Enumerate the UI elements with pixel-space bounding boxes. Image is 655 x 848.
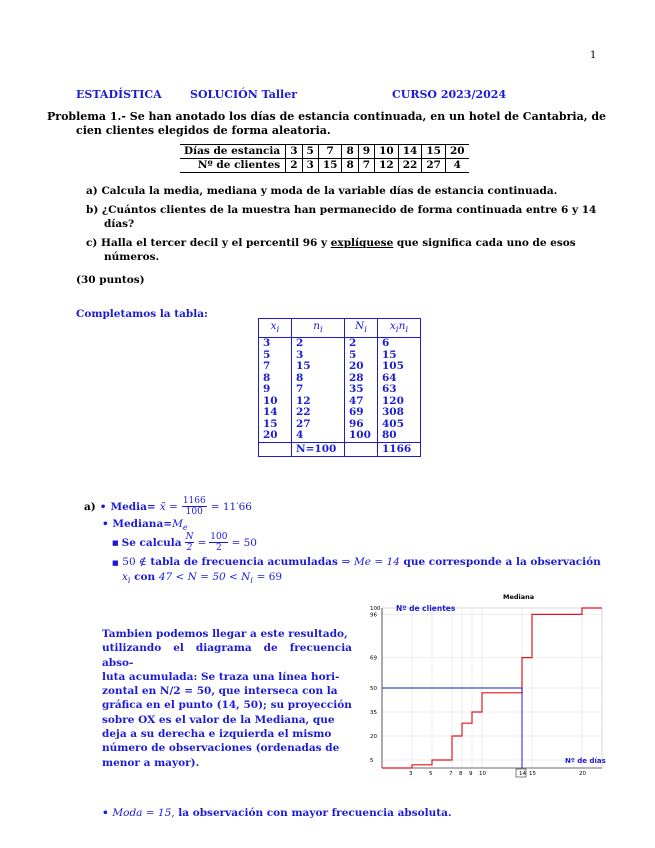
moda-line — [102, 807, 452, 819]
problem-label: Problema 1.- — [47, 110, 126, 123]
problem-line1: Se han anotado los días de estancia continuada, en un hotel de Cantabria, de — [129, 110, 607, 123]
table-cell: 120 — [378, 396, 421, 408]
paragraph-line: sobre OX es el valor de la Mediana, que — [102, 713, 335, 726]
table-row — [259, 384, 421, 396]
question-label: b) — [86, 204, 99, 216]
media-line — [84, 496, 252, 517]
table-cell: 4 — [292, 430, 345, 442]
table-cell: 10 — [263, 394, 278, 407]
answer-a-label: a) — [84, 500, 96, 513]
question-label: c) — [86, 237, 98, 249]
result-50: = 50 — [231, 536, 257, 549]
media-result: = 11′66 — [210, 500, 252, 513]
se-calcula-label: Se calcula — [121, 536, 182, 549]
moda-text: la observación con mayor frecuencia absoluta. — [178, 807, 452, 819]
table-cell: 3 — [286, 145, 302, 159]
100-over-2 — [209, 532, 228, 553]
table-cell: 22 — [292, 407, 345, 419]
mediana-symbol: M — [172, 518, 183, 530]
table-cell: 27 — [422, 159, 446, 173]
y-tick-label: 20 — [370, 734, 377, 740]
table-cell: 105 — [378, 361, 421, 373]
bullet: ■ — [112, 558, 119, 567]
xi-line — [122, 571, 282, 585]
fifty-line — [112, 556, 601, 568]
table-cell: 80 — [378, 430, 421, 442]
table-cell: 405 — [378, 419, 421, 431]
fraction-den: 100 — [185, 507, 203, 517]
bullet: • — [102, 807, 109, 819]
col-header-sub: i — [364, 325, 367, 336]
table-cell: 14 — [263, 406, 278, 419]
mediana-subscript: e — [182, 523, 188, 533]
table-row — [259, 338, 421, 350]
table-cell: 14 — [398, 145, 422, 159]
paragraph-line: utilizando el diagrama de frecuencia abso- — [102, 642, 352, 669]
table-cell: 9 — [263, 383, 271, 396]
fraction-num: N — [185, 532, 194, 542]
table-cell: 20 — [445, 145, 468, 159]
col-header-xini — [378, 319, 421, 338]
question-text: Halla el tercer decil y el percentil 96 y — [101, 237, 331, 249]
x-tick-label: 7 — [449, 771, 453, 777]
problem-statement — [47, 110, 606, 124]
x-axis-label: Nº de días — [565, 757, 606, 765]
question-c-cont: números. — [104, 251, 160, 263]
xi-subscript: i — [127, 576, 131, 586]
question-text: Calcula la media, mediana y moda de la variable días de estancia continuada. — [101, 185, 558, 197]
table-cell: 12 — [292, 396, 345, 408]
x-tick-label: 3 — [409, 771, 413, 777]
col-header: N — [355, 320, 365, 332]
table-cell: 3 — [263, 337, 271, 350]
chart-title: Mediana — [503, 593, 535, 601]
table-cell: 15 — [318, 159, 342, 173]
solution-table — [258, 318, 421, 457]
table-cell: 8 — [292, 373, 345, 385]
table-cell: 96 — [345, 419, 378, 431]
table-row — [259, 407, 421, 419]
total-empty — [259, 442, 292, 456]
equals: = — [197, 536, 207, 549]
problem-line2: cien clientes elegidos de forma aleatoria. — [76, 124, 331, 137]
table-cell: 15 — [422, 145, 446, 159]
table-cell: 6 — [378, 338, 421, 350]
table-cell: 63 — [378, 384, 421, 396]
table-cell: 47 — [345, 396, 378, 408]
moda-symbol: Moda = 15, — [112, 807, 175, 819]
table-cell: 2 — [286, 159, 302, 173]
page-number: 1 — [590, 50, 597, 61]
median-explanation — [102, 627, 352, 770]
paragraph-line: Tambien podemos llegar a este resultado, — [102, 628, 348, 640]
col-header-sub: i — [276, 325, 280, 336]
header-doc: SOLUCIÓN Taller — [190, 88, 298, 101]
table-cell: 100 — [345, 430, 378, 442]
table-cell: 3 — [292, 350, 345, 362]
table-cell: 308 — [378, 407, 421, 419]
paragraph-line: zontal en N/2 = 50, que interseca con la — [102, 685, 338, 698]
x-tick-label: 20 — [579, 771, 586, 777]
table-cell: 15 — [292, 361, 345, 373]
x-tick-label: 8 — [459, 771, 463, 777]
col-header-sub: i — [395, 325, 399, 336]
col-header: n — [313, 320, 320, 332]
x-tick-label: 15 — [529, 771, 536, 777]
table-cell: 2 — [292, 338, 345, 350]
col-header-xi — [259, 319, 292, 338]
table-cell: 20 — [345, 361, 378, 373]
inequality-sub: i — [250, 576, 253, 586]
points: (30 puntos) — [76, 274, 145, 286]
col-header-Ni — [345, 319, 378, 338]
col-header-sub: i — [319, 325, 323, 336]
media-label: Media= — [110, 500, 156, 513]
y-tick-label: 100 — [370, 606, 381, 612]
question-c — [86, 236, 576, 250]
table-cell: 8 — [342, 159, 358, 173]
media-fraction — [182, 496, 207, 517]
table-cell: 15 — [263, 417, 278, 430]
table-cell: 12 — [375, 159, 399, 173]
x-tick-label: 9 — [469, 771, 473, 777]
inequality: 47 < N = 50 < N — [158, 571, 251, 583]
fifty-text: tabla de frecuencia acumuladas — [150, 556, 338, 568]
y-axis-label: Nº de clientes — [396, 604, 456, 613]
table-cell: 64 — [378, 373, 421, 385]
table-cell: 4 — [445, 159, 468, 173]
x-tick-label: 10 — [479, 771, 486, 777]
paragraph-line: gráfica en el punto (14, 50); su proyección — [102, 699, 352, 712]
table-cell: 7 — [263, 360, 271, 373]
row-label-days: Días de estancia — [180, 145, 286, 159]
fifty-not-in: 50 ∉ — [122, 556, 147, 568]
header-subject: ESTADÍSTICA — [76, 88, 162, 101]
question-text: ¿Cuántos clientes de la muestra han permanecido de forma continuada entre 6 y 14 — [101, 204, 597, 216]
fraction-den: 2 — [186, 543, 193, 553]
mediana-line — [102, 518, 188, 532]
table-cell: 28 — [345, 373, 378, 385]
y-tick-label: 35 — [370, 710, 377, 716]
table-cell: 3 — [302, 159, 318, 173]
question-b-cont: días? — [104, 218, 135, 230]
table-cell: 5 — [263, 348, 271, 361]
table-cell: 7 — [318, 145, 342, 159]
table-row — [259, 361, 421, 373]
con-word: con — [134, 571, 156, 583]
cumulative-frequency-chart — [362, 590, 610, 778]
y-tick-label: 96 — [370, 612, 377, 619]
complete-table-label: Completamos la tabla: — [76, 308, 208, 320]
table-cell: 8 — [263, 371, 271, 384]
bullet: • — [102, 518, 109, 530]
total-empty — [345, 442, 378, 456]
paragraph-line: menor a mayor). — [102, 756, 200, 769]
table-cell: 20 — [263, 429, 278, 442]
x-tick-label: 5 — [429, 771, 433, 777]
table-row — [259, 430, 421, 442]
col-header: x — [389, 320, 396, 332]
table-cell: 7 — [358, 159, 374, 173]
problem-table — [180, 144, 469, 173]
header-course: CURSO 2023/2024 — [392, 88, 507, 101]
table-cell: 8 — [342, 145, 358, 159]
me-equation: Me = 14 — [354, 556, 400, 568]
se-calcula-line — [112, 532, 257, 553]
fifty-text-2: que corresponde a la observación — [403, 556, 601, 568]
col-header: x — [270, 320, 277, 332]
table-cell: 2 — [345, 338, 378, 350]
fraction-den: 2 — [215, 543, 222, 553]
table-cell: 10 — [375, 145, 399, 159]
table-cell: 69 — [345, 407, 378, 419]
row-label-clients: Nº de clientes — [197, 159, 281, 171]
total-n: N=100 — [292, 442, 345, 456]
implies-symbol: ⇒ — [341, 556, 351, 568]
y-tick-label: 5 — [370, 758, 374, 764]
media-xbar: x̄ = — [159, 500, 178, 513]
table-cell: 5 — [302, 145, 318, 159]
y-tick-label: 69 — [370, 655, 377, 662]
question-label: a) — [86, 185, 98, 197]
paragraph-line: luta acumulada: Se traza una línea hori- — [102, 670, 340, 683]
xi-symbol: x — [122, 571, 128, 583]
question-b — [86, 203, 596, 217]
underlined-word: explíquese — [330, 237, 394, 249]
col-header-ni — [292, 319, 345, 338]
col-header: n — [398, 320, 406, 332]
col-header-sub: i — [405, 325, 409, 336]
y-tick-label: 50 — [370, 686, 377, 692]
question-a — [86, 184, 557, 198]
table-cell: 35 — [345, 384, 378, 396]
x-tick-label: 14 — [519, 771, 526, 777]
inequality-end: = 69 — [256, 571, 283, 583]
table-cell: 7 — [292, 384, 345, 396]
n-over-2 — [185, 532, 195, 553]
bullet: • — [99, 500, 107, 513]
fraction-num: 100 — [210, 532, 228, 542]
table-cell: 27 — [292, 419, 345, 431]
paragraph-line: deja a su derecha e izquierda el mismo — [102, 728, 332, 741]
table-cell: 22 — [398, 159, 422, 173]
table-cell: 5 — [345, 350, 378, 362]
bullet: ■ — [112, 538, 119, 547]
table-cell: 15 — [378, 350, 421, 362]
total-xn: 1166 — [378, 442, 421, 456]
paragraph-line: número de observaciones (ordenadas de — [102, 742, 340, 755]
question-text: que significa cada uno de esos — [393, 237, 576, 249]
table-cell: 9 — [358, 145, 374, 159]
mediana-label: Mediana= — [112, 518, 173, 530]
fraction-num: 1166 — [182, 496, 206, 506]
